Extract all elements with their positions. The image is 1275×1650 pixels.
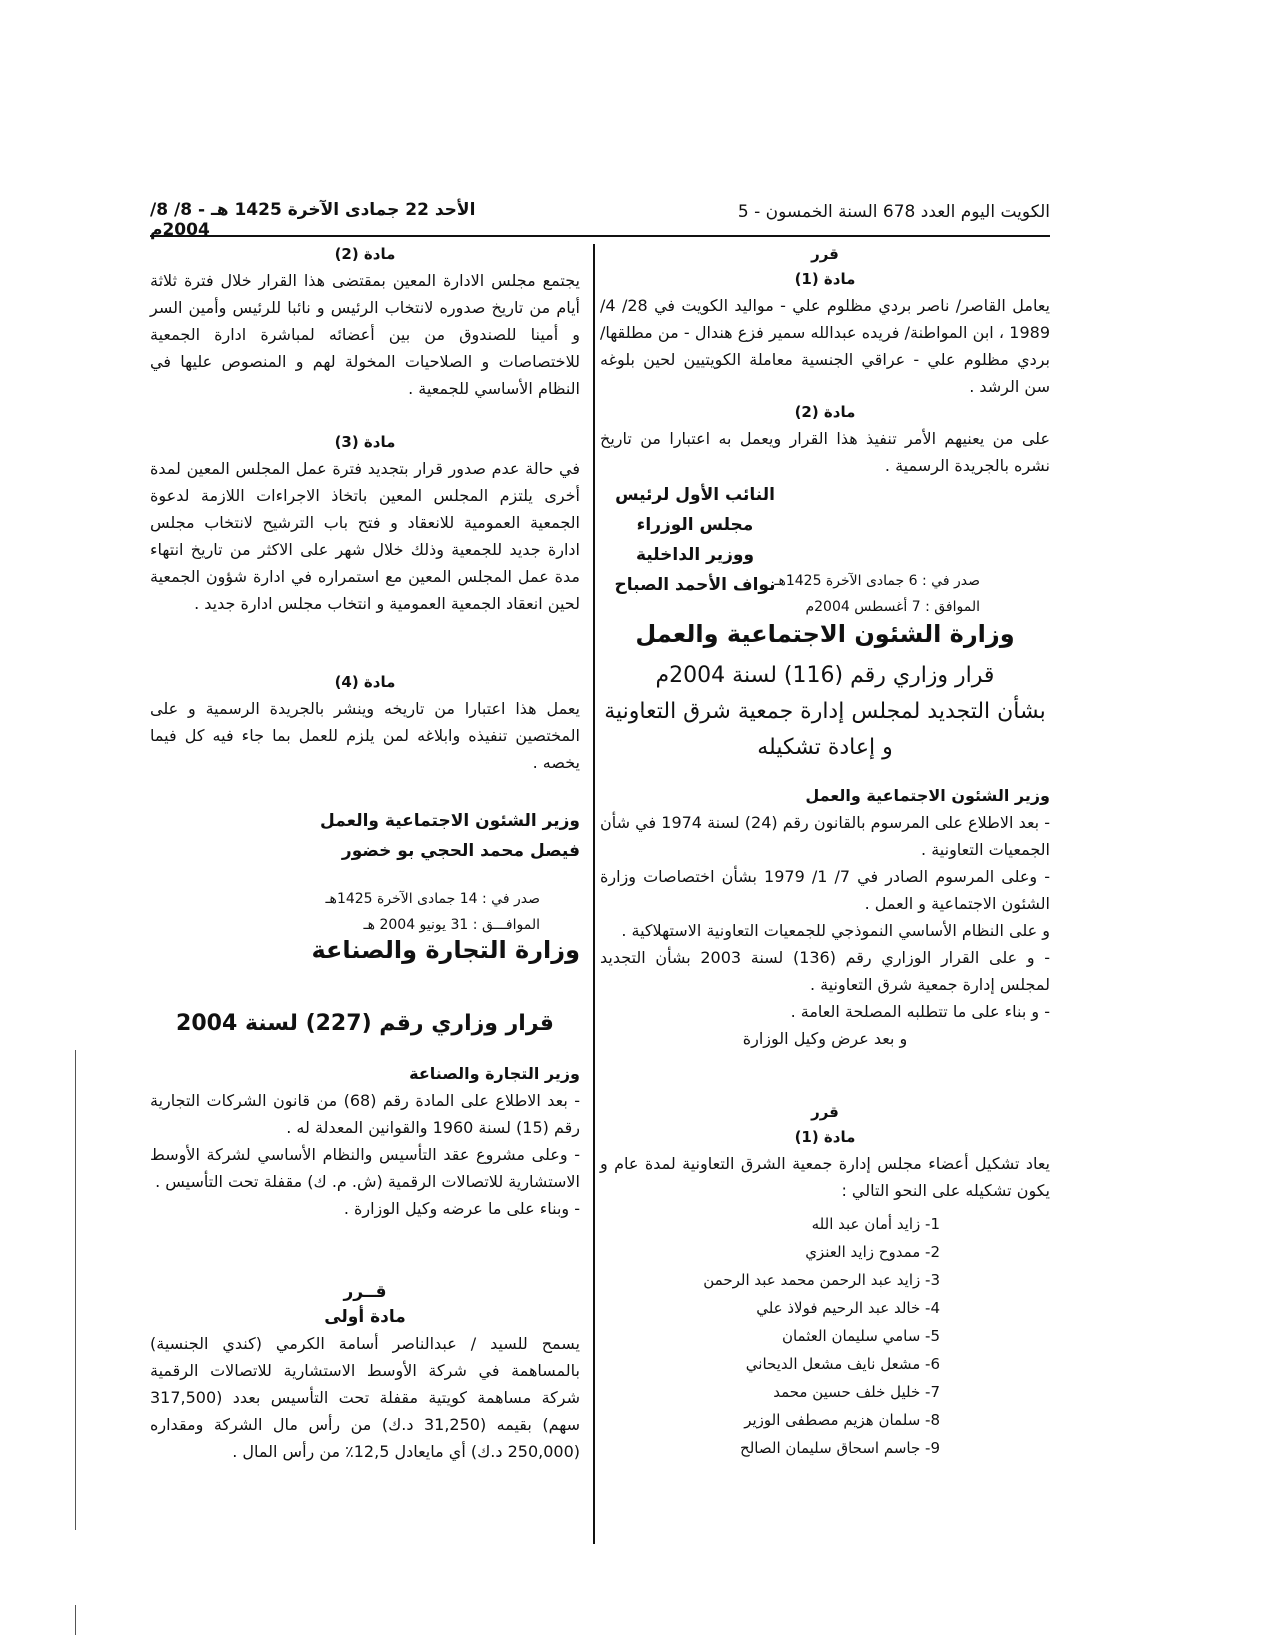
article-text: يجتمع مجلس الادارة المعين بمقتضى هذا القرار خلال فترة ثلاثة أيام من تاريخ صدوره لانتخاب الرئيس و نائبا للرئيس وأمين السر و أمينا للصندوق من بين أعضائه لمباشرة ادارة الجمعية للاختصاصات و الصلاحيات المخولة لهم و المنصوص عليها في النظام الأساسي للجمعية .: [150, 271, 580, 398]
list-item: 2- ممدوح زايد العنزي: [805, 1243, 940, 1261]
issued-gregorian: الموافق : 7 أغسطس 2004م: [805, 599, 980, 615]
decision-subject: و إعادة تشكيله: [757, 735, 893, 760]
margin-mark: [75, 1050, 76, 1530]
right-decision-title: [600, 658, 1050, 766]
article-title: مادة (1): [794, 270, 856, 288]
signature-name: فيصل محمد الحجي بو خضور: [341, 841, 580, 861]
left-ministry: [150, 936, 580, 964]
minister-title: وزير التجارة والصناعة: [409, 1064, 580, 1083]
list-item: 6- مشعل نايف مشعل الديحاني: [745, 1355, 940, 1373]
article-title: مادة (2): [334, 245, 396, 263]
left-signature: [150, 806, 580, 866]
article-title: مادة (3): [334, 433, 396, 451]
left-preamble: [150, 1060, 580, 1222]
article-text: يعامل القاصر/ ناصر بردي مظلوم علي - مواليد الكويت في 28/ 4/ 1989 ، ابن المواطنة/ فريده عبدالله سمير فزع هندال - من مطلقها/ بردي مظلوم علي - عراقي الجنسية معاملة الكويتيين لحين بلوغه سن الرشد .: [600, 296, 1050, 396]
article-text: على من يعنيهم الأمر تنفيذ هذا القرار ويعمل به اعتبارا من تاريخ نشره بالجريدة الرسمية .: [600, 429, 1050, 475]
left-first-article: [150, 1280, 580, 1465]
preamble-item: - وعلى مشروع عقد التأسيس والنظام الأساسي لشركة الأوسط الاستشارية للاتصالات الرقمية (ش. م. ك) مقفلة تحت التأسيس .: [150, 1145, 580, 1191]
preamble-item: - و على القرار الوزاري رقم (136) لسنة 2003 بشأن التجديد لمجلس إدارة جمعية شرق التعاونية .: [600, 948, 1050, 994]
list-item: 1- زايد أمان عبد الله: [811, 1215, 940, 1233]
list-item: 8- سلمان هزيم مصطفى الوزير: [744, 1411, 940, 1429]
preamble-item: - بعد الاطلاع على المادة رقم (68) من قانون الشركات التجارية رقم (15) لسنة 1960 والقوانين المعدلة له .: [150, 1091, 580, 1137]
preamble-item: - بعد الاطلاع على المرسوم بالقانون رقم (24) لسنة 1974 في شأن الجمعيات التعاونية .: [600, 813, 1051, 859]
signature-title: وزير الشئون الاجتماعية والعمل: [320, 811, 580, 831]
left-article-3: [150, 430, 580, 617]
list-item: 5- سامي سليمان العثمان: [781, 1327, 940, 1345]
list-item: 7- خليل خلف حسين محمد: [773, 1383, 940, 1401]
right-article-2: [600, 400, 1050, 479]
list-item: 3- زايد عبد الرحمن محمد عبد الرحمن: [703, 1271, 940, 1289]
signature-title: النائب الأول لرئيس مجلس الوزراء: [615, 485, 775, 535]
preamble-item: - وعلى المرسوم الصادر في 7/ 1/ 1979 بشأن اختصاصات وزارة الشئون الاجتماعية و العمل .: [600, 867, 1050, 913]
right-article-1b: [600, 1100, 1050, 1204]
ministry-heading: وزارة التجارة والصناعة: [311, 936, 580, 964]
article-title: مادة (1): [794, 1128, 856, 1146]
header-rule: [150, 235, 1050, 237]
header-date: الأحد 22 جمادى الآخرة 1425 هـ - 8/ 8/ 2004م: [150, 200, 476, 240]
preamble-item: و بعد عرض وكيل الوزارة: [742, 1029, 908, 1048]
issued-hijri: صدر في : 6 جمادى الآخرة 1425هـ: [774, 573, 980, 589]
article-text: يعمل هذا اعتبارا من تاريخه وينشر بالجريدة الرسمية و على المختصين تنفيذه وابلاغه لمن يلزم للعمل بما جاء فيه كل فيما يخصه .: [150, 699, 580, 772]
signature-name: نواف الأحمد الصباح: [614, 575, 776, 595]
article-title: مادة (2): [794, 403, 856, 421]
preamble-item: - وبناء على ما عرضه وكيل الوزارة .: [343, 1199, 580, 1218]
right-ministry: [600, 620, 1050, 648]
list-item: 4- خالد عبد الرحيم فولاذ علي: [756, 1299, 940, 1317]
ministry-heading: وزارة الشئون الاجتماعية والعمل: [635, 620, 1015, 648]
article-title: مادة أولى: [324, 1307, 406, 1327]
right-issued: [740, 568, 980, 620]
decides-heading: قرر: [811, 1103, 839, 1121]
left-decision-title: [150, 1006, 580, 1042]
issued-gregorian: الموافـــق : 31 يونيو 2004 هـ: [363, 917, 540, 933]
right-article-1: [600, 242, 1050, 400]
right-preamble: [600, 782, 1050, 1052]
decides-heading: قرر: [811, 245, 839, 263]
preamble-item: - و بناء على ما تتطلبه المصلحة العامة .: [790, 1002, 1050, 1021]
article-title: مادة (4): [334, 673, 396, 691]
decision-title: قرار وزاري رقم (227) لسنة 2004: [176, 1011, 554, 1036]
left-issued: [300, 886, 540, 938]
left-article-4: [150, 670, 580, 776]
margin-mark: [75, 1605, 76, 1635]
article-text: في حالة عدم صدور قرار بتجديد فترة عمل المجلس المعين لمدة أخرى يلتزم المجلس المعين باتخاذ الاجراءات اللازمة لدعوة الجمعية العمومية للانعقاد و فتح باب الترشيح لانتخاب مجلس ادارة جديد للجمعية وذلك خلال شهر على الاكثر من تاريخ انتهاء مدة عمل المجلس المعين مع استمراره في ادارة شؤون الجمعية لحين انعقاد الجمعية العمومية و انتخاب مجلس ادارة جديد .: [150, 459, 580, 613]
header-issue: الكويت اليوم العدد 678 السنة الخمسون - 5: [737, 202, 1050, 222]
decision-subject: بشأن التجديد لمجلس إدارة جمعية شرق التعاونية: [604, 699, 1046, 724]
article-text: يسمح للسيد / عبدالناصر أسامة الكرمي (كندي الجنسية) بالمساهمة في شركة الأوسط الاستشارية للاتصالات الرقمية شركة مساهمة كويتية مقفلة تحت التأسيس بعدد (317,500 سهم) بقيمه (31,250 د.ك) من رأس مال الشركة ومقداره (250,000 د.ك) أي مايعادل 12,5٪ من رأس المال .: [150, 1334, 580, 1461]
list-item: 9- جاسم اسحاق سليمان الصالح: [740, 1439, 940, 1457]
decision-title: قرار وزاري رقم (116) لسنة 2004م: [655, 663, 995, 688]
decides-heading: قــرر: [343, 1282, 387, 1302]
members-list: [700, 1210, 940, 1462]
column-rule: [593, 244, 595, 1544]
preamble-item: و على النظام الأساسي النموذجي للجمعيات التعاونية الاستهلاكية .: [621, 921, 1050, 940]
issued-hijri: صدر في : 14 جمادى الآخرة 1425هـ: [325, 891, 540, 907]
signature-title: ووزير الداخلية: [635, 545, 755, 565]
article-text: يعاد تشكيل أعضاء مجلس إدارة جمعية الشرق التعاونية لمدة عام و يكون تشكيله على النحو التالي :: [600, 1154, 1050, 1200]
minister-title: وزير الشئون الاجتماعية والعمل: [805, 786, 1050, 805]
left-article-2: [150, 242, 580, 402]
